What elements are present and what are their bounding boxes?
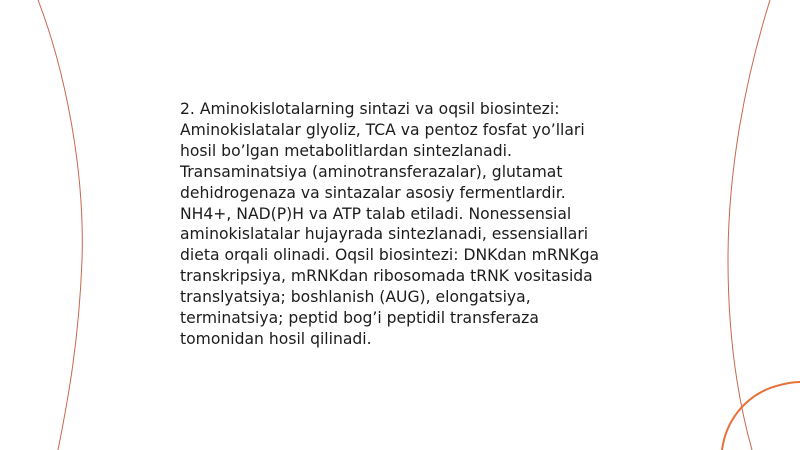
- right-accent-arc: [722, 382, 800, 450]
- slide-body-text: 2. Aminokislotalarning sintazi va oqsil biosintezi: Aminokislatalar glyoliz, TCA va pentoz fosfat yo’llari hosil bo’lgan metabolitlardan sintezlanadi. Transaminatsiya (aminotransferazalar), glutamat dehidrogenaza va sintazalar asosiy fermentlardir. NH4+, NAD(P)H va ATP talab etiladi. Nonessensial aminokislatalar hujayrada sintezlanadi, essensiallari dieta orqali olinadi. Oqsil biosintezi: DNKdan mRNKga transkripsiya, mRNKdan ribosomada tRNK vositasida translyatsiya; boshlanish (AUG), elongatsiya, terminatsiya; peptid bog’i peptidil transferaza tomonidan hosil qilinadi.: [180, 100, 600, 348]
- right-thin-arc: [728, 0, 770, 450]
- left-thin-arc: [38, 0, 82, 450]
